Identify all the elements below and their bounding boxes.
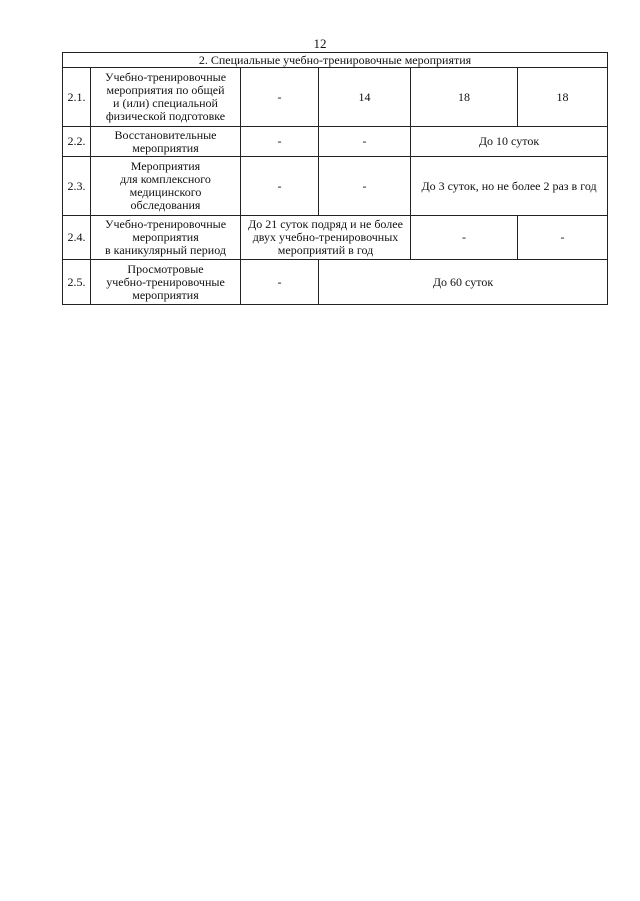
merged-value-line: До 21 суток подряд и не более <box>248 217 403 231</box>
merged-value-line: двух учебно-тренировочных <box>252 230 399 244</box>
merged-value-cell <box>241 216 411 260</box>
row-number: 2.5. <box>63 260 91 305</box>
event-name-line: мероприятия по общей <box>106 83 225 97</box>
value-cell: - <box>518 216 608 260</box>
row-number: 2.1. <box>63 68 91 127</box>
event-name-line: учебно-тренировочные <box>106 274 225 289</box>
value-cell: 18 <box>518 68 608 127</box>
section-heading-row <box>63 53 608 68</box>
merged-value-cell: До 3 суток, но не более 2 раз в год <box>411 157 608 216</box>
event-name-line: Восстановительные <box>114 127 217 142</box>
event-name-line: для комплексного <box>120 172 211 186</box>
table-row <box>63 127 608 157</box>
row-number: 2.2. <box>63 127 91 157</box>
event-name-line: Учебно-тренировочные <box>104 217 227 231</box>
table-row <box>63 260 608 305</box>
value-cell: - <box>319 127 411 157</box>
event-name <box>91 68 241 127</box>
row-number: 2.3. <box>63 157 91 216</box>
merged-value-cell: До 60 суток <box>319 260 608 305</box>
value-cell: - <box>241 127 319 157</box>
merged-value-line: мероприятий в год <box>277 243 374 257</box>
value-cell: - <box>411 216 518 260</box>
row-number: 2.4. <box>63 216 91 260</box>
event-name-line: и (или) специальной <box>113 96 218 110</box>
event-name <box>91 260 241 305</box>
value-cell: 14 <box>319 68 411 127</box>
event-name-line: медицинского <box>129 185 202 199</box>
table-row <box>63 216 608 260</box>
event-name-line: обследования <box>130 198 201 212</box>
event-name-line: в каникулярный период <box>105 243 226 257</box>
value-cell: - <box>241 260 319 305</box>
merged-value-cell: До 10 суток <box>411 127 608 157</box>
event-name <box>91 127 241 157</box>
event-name-line: Просмотровые <box>127 261 204 276</box>
event-name-line: мероприятия <box>132 140 199 155</box>
value-cell: - <box>241 68 319 127</box>
event-name-line: мероприятия <box>132 230 199 244</box>
event-name <box>91 216 241 260</box>
events-table <box>62 52 608 305</box>
event-name-line: Учебно-тренировочные <box>104 70 227 84</box>
event-name <box>91 157 241 216</box>
value-cell: - <box>241 157 319 216</box>
event-name-line: физической подготовке <box>105 109 226 123</box>
table-row <box>63 157 608 216</box>
page-number: 12 <box>313 36 327 51</box>
event-name-line: мероприятия <box>132 287 199 302</box>
table-row <box>63 68 608 127</box>
section-heading: 2. Специальные учебно-тренировочные мероприятия <box>63 53 608 68</box>
value-cell: 18 <box>411 68 518 127</box>
event-name-line: Мероприятия <box>130 159 201 173</box>
value-cell: - <box>319 157 411 216</box>
